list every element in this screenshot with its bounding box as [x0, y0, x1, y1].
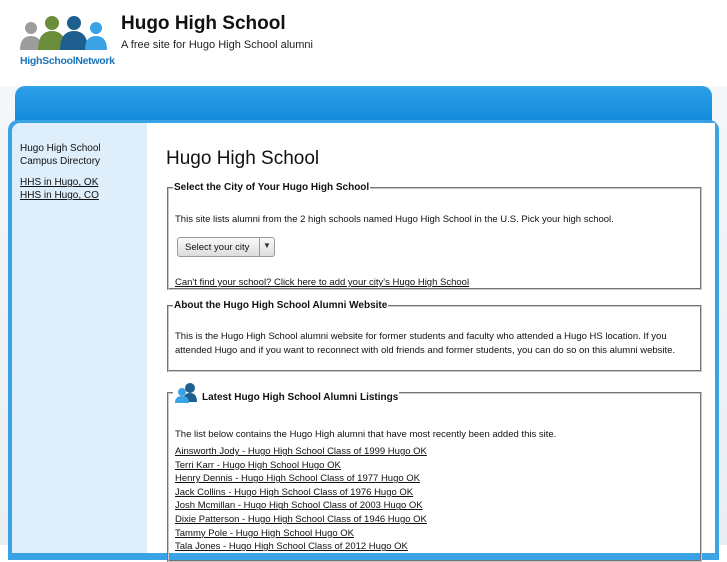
list-item[interactable]: Terri Karr - Hugo High School Hugo OK — [175, 459, 341, 471]
site-subtitle: A free site for Hugo High School alumni — [121, 39, 313, 51]
city-box-text: This site lists alumni from the 2 high schools named Hugo High School in the U.S. Pick your high school. — [175, 214, 614, 225]
listings-box — [167, 382, 702, 562]
city-select-box — [167, 182, 702, 290]
add-school-link[interactable]: Can't find your school? Click here to add your city's Hugo High School — [175, 277, 470, 288]
sidebar-link-hugo-co[interactable]: HHS in Hugo, CO — [20, 190, 99, 201]
about-box-text: This is the Hugo High School alumni website for former students and faculty who attended a Hugo HS location. If you attended Hugo and if you want to reconnect with old friends and former students, you can do so on this alumni website. — [175, 331, 676, 356]
list-item[interactable]: Tammy Pole - Hugo High School Hugo OK — [175, 527, 354, 539]
page-title: Hugo High School — [166, 148, 320, 169]
city-select-dropdown[interactable] — [177, 237, 275, 257]
listings-legend-label: Latest Hugo High School Alumni Listings — [202, 392, 399, 403]
sidebar-heading-line2: Campus Directory — [20, 156, 101, 167]
list-item[interactable]: Henry Dennis - Hugo High School Class of 1977 Hugo OK — [175, 473, 421, 485]
logo-text[interactable]: HighSchoolNetwork — [20, 55, 115, 67]
list-item[interactable]: Jack Collins - Hugo High School Class of 1976 Hugo OK — [175, 486, 414, 498]
list-item[interactable]: Ainsworth Jody - Hugo High School Class of 1999 Hugo OK — [175, 446, 427, 457]
chevron-down-icon: ▼ — [263, 241, 271, 250]
list-item[interactable]: Tala Jones - Hugo High School Class of 2012 Hugo OK — [175, 541, 408, 553]
city-select-label: Select your city — [185, 242, 250, 253]
sidebar-heading-line1: Hugo High School — [20, 143, 101, 154]
sidebar-link-hugo-ok[interactable]: HHS in Hugo, OK — [20, 177, 99, 188]
city-box-legend: Select the City of Your Hugo High School — [174, 182, 370, 193]
people-icon — [174, 382, 200, 404]
about-box — [167, 300, 702, 372]
list-item[interactable]: Dixie Patterson - Hugo High School Class of 1946 Hugo OK — [175, 514, 427, 525]
site-header — [0, 0, 727, 86]
about-box-legend: About the Hugo High School Alumni Website — [174, 300, 388, 311]
select-divider — [259, 238, 260, 256]
listings-box-legend — [173, 382, 399, 404]
listings-box-text: The list below contains the Hugo High alumni that have most recently been added this site. — [175, 429, 557, 440]
list-item[interactable]: Josh Mcmillan - Hugo High School Class of 2003 Hugo OK — [175, 500, 423, 512]
site-title: Hugo High School — [121, 13, 286, 34]
